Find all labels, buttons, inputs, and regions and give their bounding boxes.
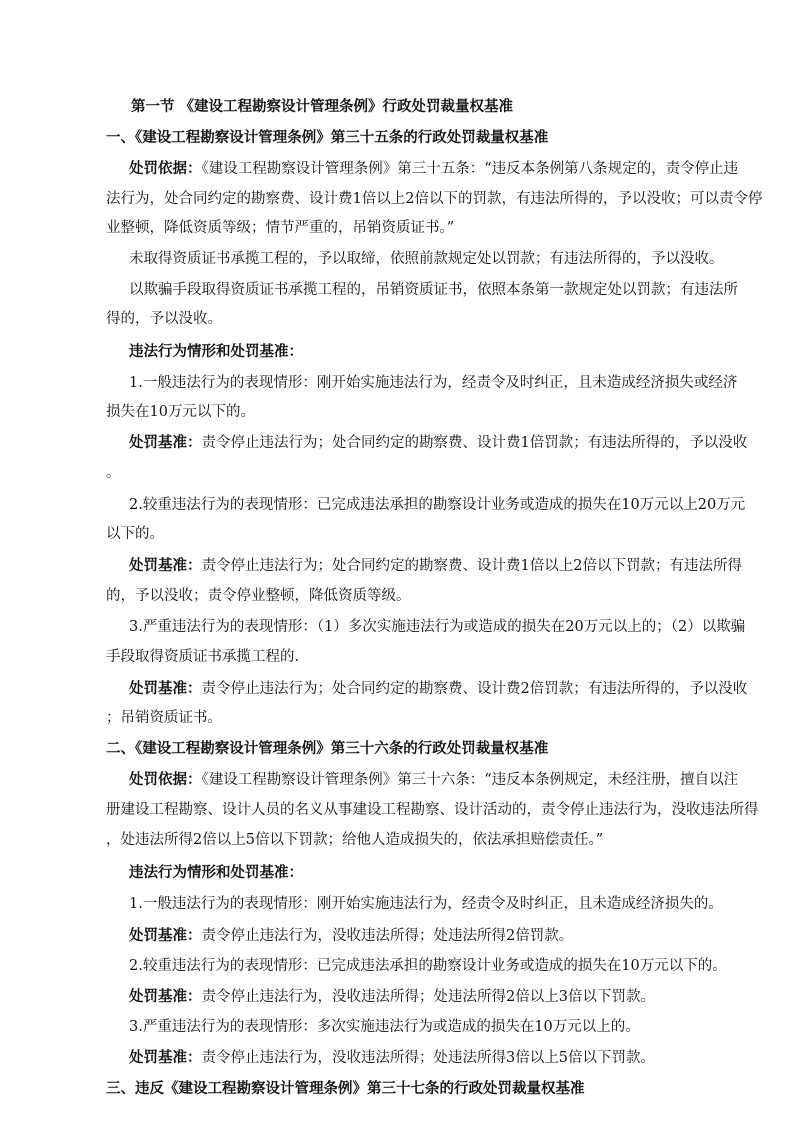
article-35-basis-line-1 bbox=[129, 160, 739, 178]
article-36-case-3: 3.严重违法行为的表现情形：多次实施违法行为或造成的损失在10万元以上的。 bbox=[129, 1019, 640, 1035]
standard-label: 处罚基准： bbox=[129, 1050, 202, 1066]
article-36-standard-3 bbox=[129, 1049, 655, 1067]
article-35-standard-2-line-1 bbox=[129, 557, 742, 575]
article-37-heading: 三、违反《建设工程勘察设计管理条例》第三十七条的行政处罚裁量权基准 bbox=[106, 1081, 585, 1097]
article-35-standard-2-line-2: 的，予以没收；责令停业整顿，降低资质等级。 bbox=[106, 588, 411, 604]
standard-label: 处罚基准： bbox=[129, 989, 202, 1005]
article-35-case-2-line-2: 以下的。 bbox=[106, 526, 164, 542]
basis-label: 处罚依据： bbox=[129, 772, 202, 788]
article-35-standard-1-line-1 bbox=[129, 434, 747, 452]
article-35-standard-3-line-1 bbox=[129, 680, 748, 698]
article-35-standard-1-line-2: 。 bbox=[106, 465, 121, 481]
article-35-basis-line-2: 法行为，处合同约定的勘察费、设计费1倍以上2倍以下的罚款，有违法所得的，予以没收；可以责令停 bbox=[106, 191, 763, 207]
standard-text: 责令停止违法行为；处合同约定的勘察费、设计费1倍罚款；有违法所得的，予以没收 bbox=[201, 435, 748, 451]
standard-text: 责令停止违法行为，没收违法所得；处违法所得3倍以上5倍以下罚款。 bbox=[201, 1050, 655, 1066]
article-36-sub-heading: 违法行为情形和处罚基准： bbox=[129, 865, 303, 881]
standard-text: 责令停止违法行为，没收违法所得；处违法所得2倍以上3倍以下罚款。 bbox=[201, 989, 655, 1005]
standard-label: 处罚基准： bbox=[129, 681, 202, 697]
article-36-standard-2 bbox=[129, 988, 655, 1006]
article-35-standard-3-line-2: ；吊销资质证书。 bbox=[106, 710, 222, 726]
standard-text: 责令停止违法行为，没收违法所得；处违法所得2倍罚款。 bbox=[201, 928, 574, 944]
section-title: 第一节 《建设工程勘察设计管理条例》行政处罚裁量权基准 bbox=[131, 99, 514, 115]
article-35-case-1-line-1: 1.一般违法行为的表现情形：刚开始实施违法行为，经责令及时纠正，且未造成经济损失或经济 bbox=[129, 375, 738, 391]
standard-label: 处罚基准： bbox=[129, 558, 202, 574]
basis-label: 处罚依据： bbox=[129, 161, 202, 177]
article-35-basis-line-3: 业整顿，降低资质等级；情节严重的，吊销资质证书。” bbox=[106, 220, 455, 236]
article-35-case-3-line-1: 3.严重违法行为的表现情形：（1）多次实施违法行为或造成的损失在20万元以上的；（2）以欺骗 bbox=[129, 619, 746, 635]
article-35-paragraph-2: 未取得资质证书承揽工程的，予以取缔，依照前款规定处以罚款；有违法所得的，予以没收。 bbox=[129, 251, 724, 267]
article-36-basis-line-3: ，处违法所得2倍以上5倍以下罚款；给他人造成损失的，依法承担赔偿责任。” bbox=[106, 832, 604, 848]
standard-label: 处罚基准： bbox=[129, 928, 202, 944]
article-35-sub-heading: 违法行为情形和处罚基准： bbox=[129, 344, 303, 360]
article-36-case-2: 2.较重违法行为的表现情形：已完成违法承担的勘察设计业务或造成的损失在10万元以下的。 bbox=[129, 958, 727, 974]
basis-text: 《建设工程勘察设计管理条例》第三十五条：“违反本条例第八条规定的，责令停止违 bbox=[201, 161, 739, 177]
article-35-paragraph-3-line-2: 得的，予以没收。 bbox=[106, 311, 222, 327]
article-36-heading: 二、《建设工程勘察设计管理条例》第三十六条的行政处罚裁量权基准 bbox=[106, 741, 549, 757]
standard-label: 处罚基准： bbox=[129, 435, 202, 451]
article-36-case-1: 1.一般违法行为的表现情形：刚开始实施违法行为，经责令及时纠正，且未造成经济损失的。 bbox=[129, 896, 723, 912]
article-35-paragraph-3-line-1: 以欺骗手段取得资质证书承揽工程的，吊销资质证书，依照本条第一款规定处以罚款；有违法所 bbox=[129, 282, 738, 298]
standard-text: 责令停止违法行为；处合同约定的勘察费、设计费1倍以上2倍以下罚款；有违法所得 bbox=[201, 558, 742, 574]
article-35-case-2-line-1: 2.较重违法行为的表现情形：已完成违法承担的勘察设计业务或造成的损失在10万元以上20万元 bbox=[129, 497, 746, 513]
article-35-case-1-line-2: 损失在10万元以下的。 bbox=[106, 404, 255, 420]
article-36-basis-line-2: 册建设工程勘察、设计人员的名义从事建设工程勘察、设计活动的，责令停止违法行为，没收违法所得 bbox=[106, 802, 759, 818]
article-36-standard-1 bbox=[129, 927, 573, 945]
article-35-case-3-line-2: 手段取得资质证书承揽工程的. bbox=[106, 649, 300, 665]
article-35-heading: 一、《建设工程勘察设计管理条例》第三十五条的行政处罚裁量权基准 bbox=[106, 130, 549, 146]
article-36-basis-line-1 bbox=[129, 771, 739, 789]
basis-text: 《建设工程勘察设计管理条例》第三十六条：“违反本条例规定，未经注册，擅自以注 bbox=[201, 772, 739, 788]
standard-text: 责令停止违法行为；处合同约定的勘察费、设计费2倍罚款；有违法所得的，予以没收 bbox=[201, 681, 748, 697]
